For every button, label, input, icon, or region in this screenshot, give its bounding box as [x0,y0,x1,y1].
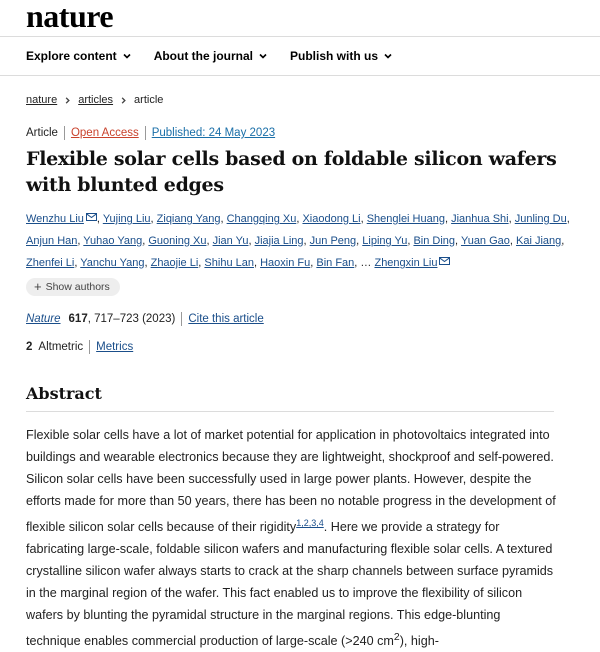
nav-about-journal[interactable] [154,49,268,63]
pages: , 717–723 (2023) [87,313,176,325]
altmetric-label: Altmetric [38,341,84,353]
author-link[interactable]: Liping Yu [362,235,408,247]
abstract-part3: ), high- [399,634,439,649]
nav-label: Explore content [26,49,117,63]
nav-explore-content[interactable] [26,49,132,63]
chevron-right-icon [63,96,72,105]
author-link[interactable]: Shenglei Huang [366,213,445,225]
author-link[interactable]: Changqing Xu [226,213,297,225]
nav-label: Publish with us [290,49,379,63]
divider [89,340,90,354]
chevron-down-icon [383,51,393,61]
article-meta [26,126,574,140]
published-date[interactable]: Published: 24 May 2023 [151,127,276,139]
author-link[interactable]: Jiajia Ling [254,235,304,247]
plus-icon: + [34,279,42,294]
author-link[interactable]: Haoxin Fu [260,257,311,269]
article-type: Article [26,127,58,139]
reference-links[interactable]: 1,2,3,4 [296,518,324,528]
author-link[interactable]: Bin Ding [413,235,456,247]
reference-superscript [296,517,324,529]
abstract-heading: Abstract [26,384,554,412]
journal-link[interactable]: Nature [26,313,61,325]
site-logo[interactable]: nature [26,0,114,34]
mail-icon[interactable] [86,213,97,221]
author-link[interactable]: Kai Jiang [516,235,562,247]
author-link[interactable]: Jian Yu [212,235,249,247]
author-link[interactable]: Zhaojie Li [150,257,199,269]
header [0,0,600,36]
citation [26,312,574,326]
author-link[interactable]: Wenzhu Liu [26,213,84,225]
article-content [0,94,600,652]
author-link[interactable]: Jianhua Shi [451,213,509,225]
main-nav [0,36,600,76]
metrics-link[interactable]: Metrics [96,341,134,353]
altmetric-score: 2 [26,341,33,353]
chevron-right-icon [119,96,128,105]
author-link[interactable]: Yuan Gao [460,235,510,247]
divider [181,312,182,326]
abstract-part1: Flexible solar cells have a lot of market potential for application in photovoltaics integrated into buildings and wearable electronics because they are lightweight, shockproof and self-powered. Silicon solar cells have been successfully used in large power plants. However, despite the efforts made for more than 50 years, there has been no notable progress in the development of flexible silicon solar cells because of their rigidity [26,428,556,535]
metrics-row [26,340,574,354]
divider [64,126,65,140]
volume: 617 [68,313,88,325]
nav-label: About the journal [153,49,254,63]
author-link[interactable]: Zhengxin Liu [374,257,438,269]
author-link[interactable]: Zhenfei Li [26,257,75,269]
breadcrumb-current: article [134,94,164,106]
author-link[interactable]: Xiaodong Li [302,213,361,225]
author-link[interactable]: Anjun Han [26,235,78,247]
author-ellipsis: … [360,257,372,269]
author-link[interactable]: Guoning Xu [148,235,207,247]
nav-publish-with-us[interactable] [290,49,393,63]
author-link[interactable]: Bin Fan [316,257,355,269]
show-authors-label: Show authors [45,281,110,293]
divider [145,126,146,140]
author-link[interactable]: Junling Du [514,213,567,225]
breadcrumb-nature[interactable]: nature [26,94,58,106]
author-link[interactable]: Yuhao Yang [83,235,143,247]
open-access-link[interactable]: Open Access [70,127,139,139]
breadcrumb-articles[interactable]: articles [78,94,114,106]
cite-this-article-link[interactable]: Cite this article [188,313,264,325]
author-link[interactable]: Shihu Lan [204,257,254,269]
show-authors-button[interactable] [26,278,120,296]
author-link[interactable]: Jun Peng [309,235,357,247]
mail-icon[interactable] [439,257,450,265]
abstract-part2: . Here we provide a strategy for fabricating large-scale, foldable silicon wafers and manufacturing flexible solar cells. A textured crystalline silicon wafer always starts to crack at the sharp channels between surface pyramids in the marginal region of the wafer. This fact enabled us to improve the flexibility of silicon wafers by blunting the pyramidal structure in the marginal regions. This edge-blunting technique enables commercial production of large-scale (>240 cm [26,520,554,649]
author-link[interactable]: Yanchu Yang [80,257,145,269]
chevron-down-icon [122,51,132,61]
author-list: Wenzhu Liu , Yujing Liu, Ziqiang Yang, Changqing Xu, Xiaodong Li, Shenglei Huang, Jianhua Shi, Junling Du, Anjun Han, Yuhao Yang, Guoning Xu, Jian Yu, Jiajia Ling, Jun Peng, Liping Yu, Bin Ding, Yuan Gao, Kai Jiang, Zhenfei Li, Yanchu Yang, Zhaojie Li, Shihu Lan, Haoxin Fu, Bin Fan, … Zhengxin Liu [26,213,570,269]
author-link[interactable]: Yujing Liu [102,213,151,225]
chevron-down-icon [258,51,268,61]
unit-superscript: 2 [393,631,400,644]
author-link[interactable]: Ziqiang Yang [156,213,221,225]
article-title: Flexible solar cells based on foldable silicon wafers with blunted edges [26,148,557,196]
abstract-text [26,424,556,652]
breadcrumb [26,94,574,106]
